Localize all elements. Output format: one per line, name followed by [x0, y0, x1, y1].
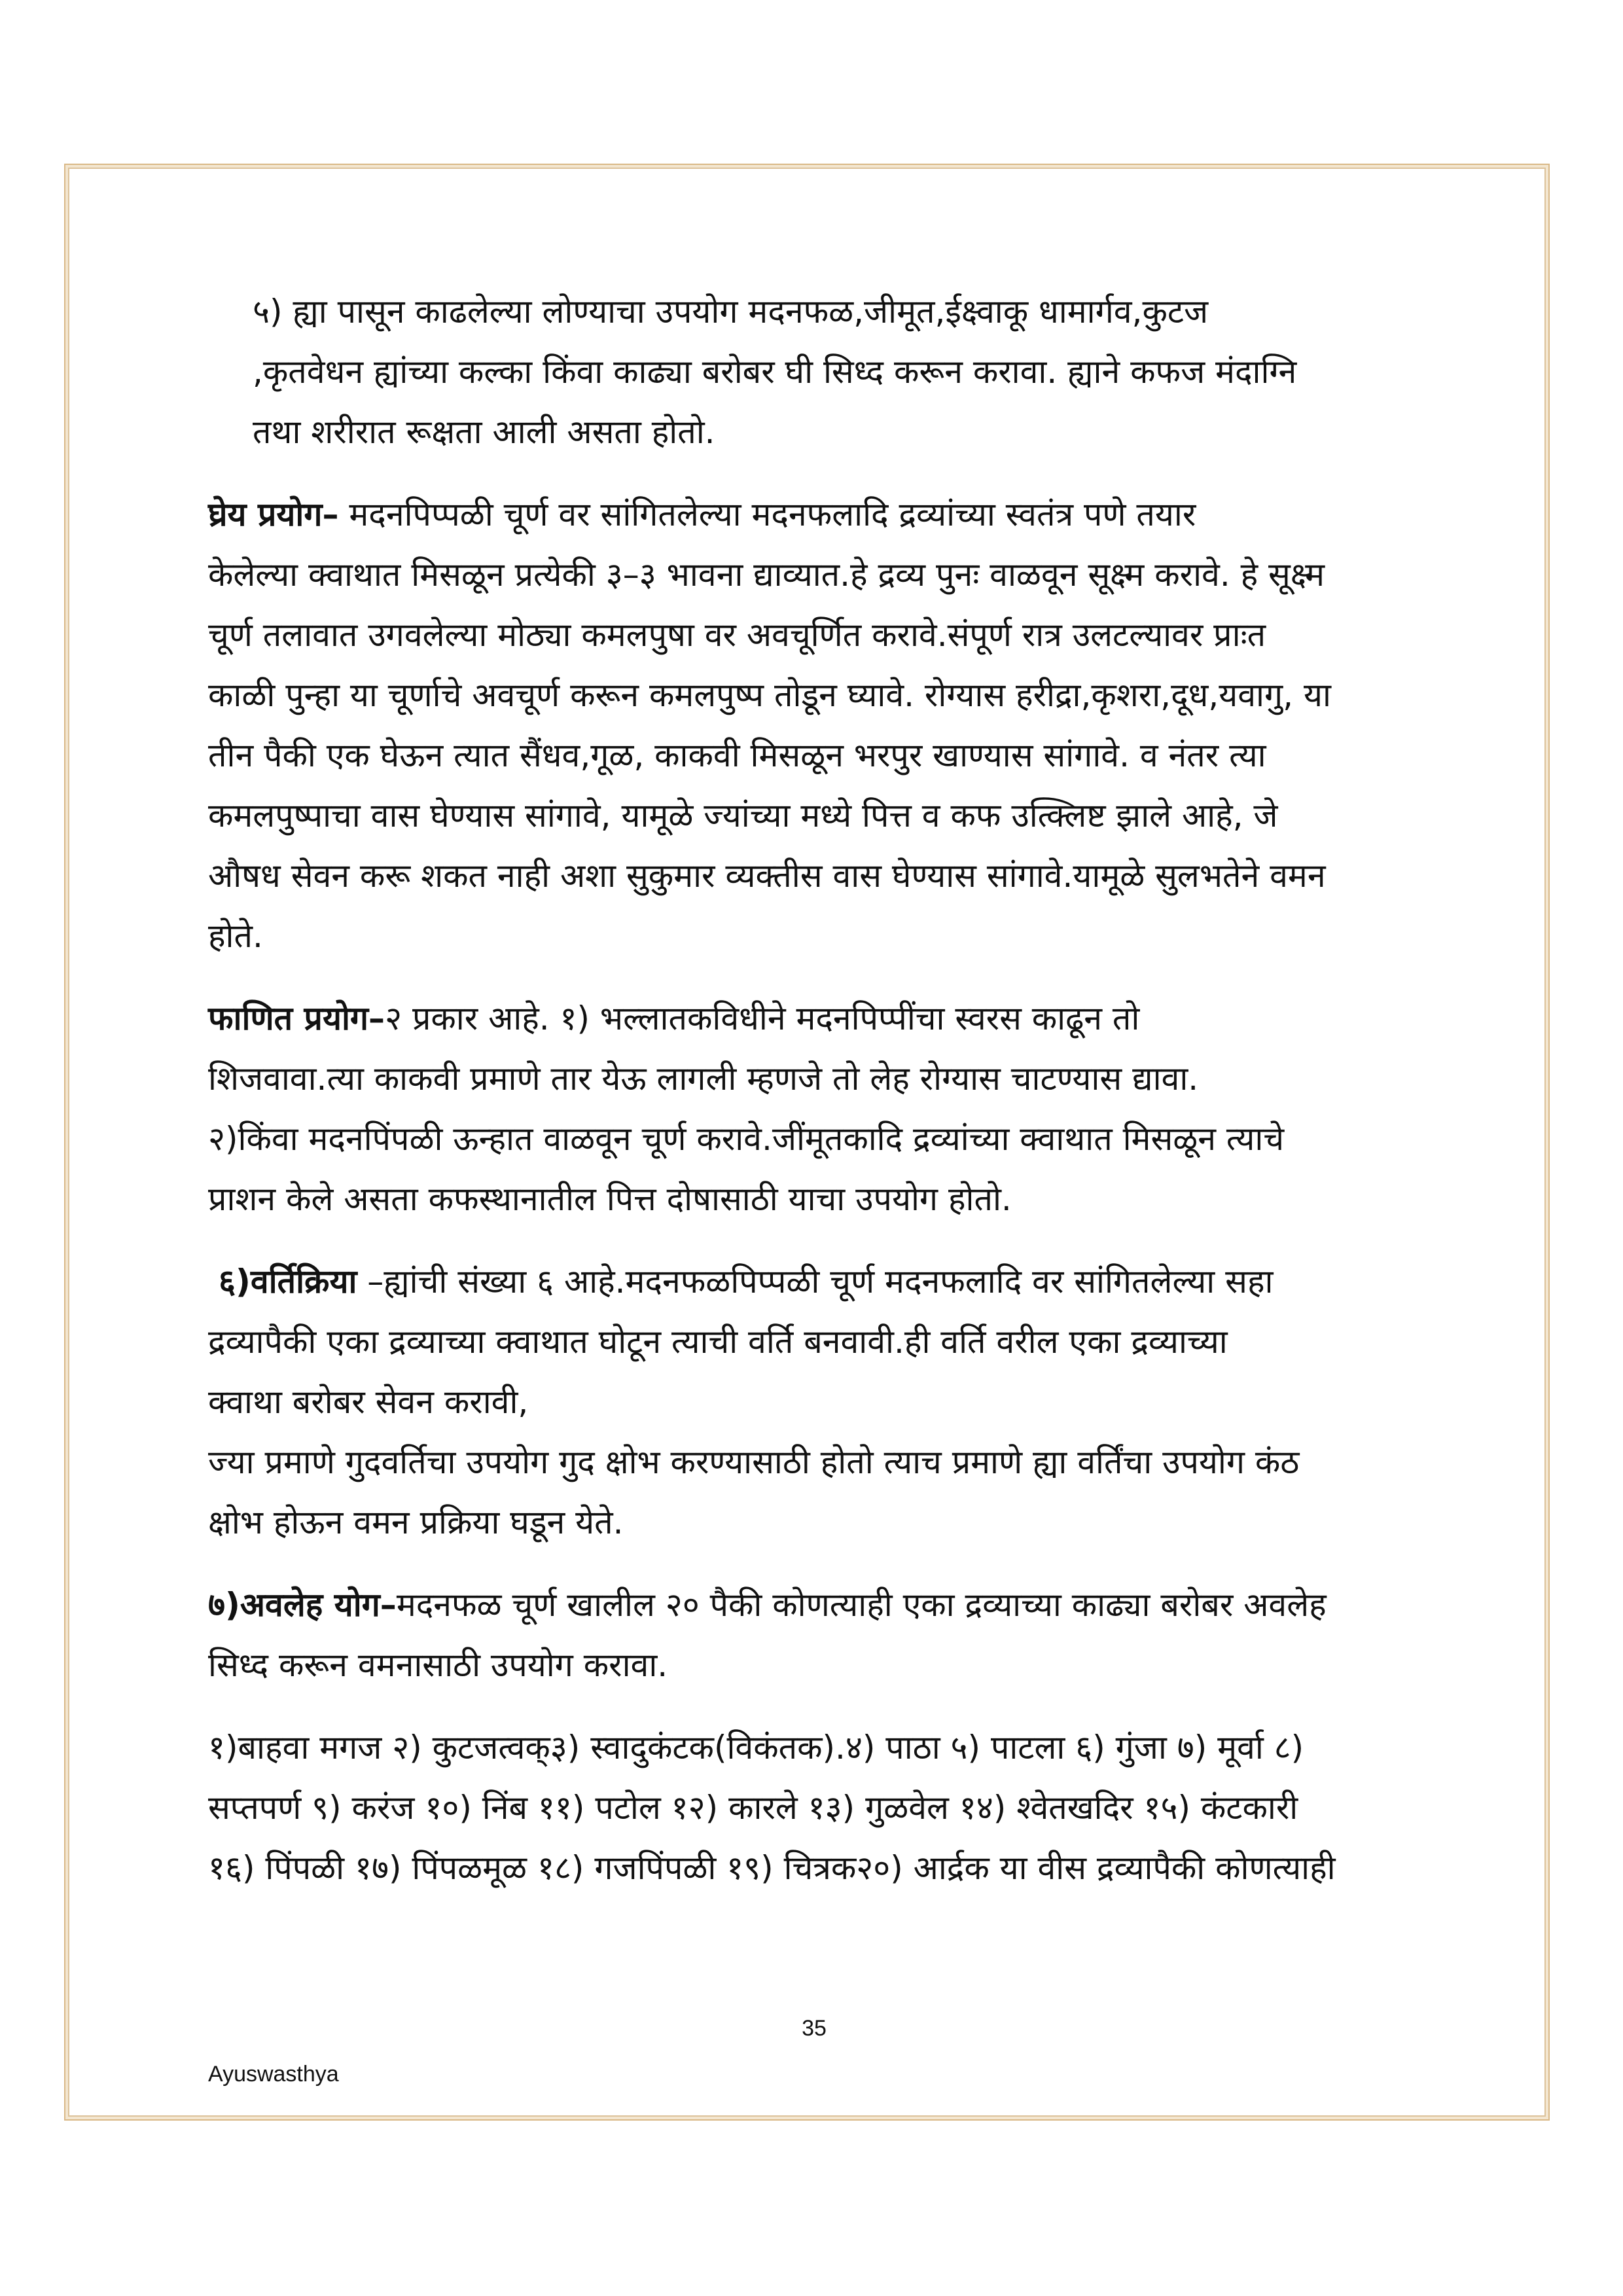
footer-publication-name: Ayuswasthya — [208, 2062, 339, 2087]
text-line — [208, 988, 1452, 1049]
section-heading: घ्रेय प्रयोग– — [208, 495, 339, 533]
text-line: १)बाहवा मगज २) कुटजत्वक्३) स्वादुकंटक(विकंतक).४) पाठा ५) पाटला ६) गुंजा ७) मूर्वा ८) — [208, 1729, 1304, 1767]
text-line: प्राशन केले असता कफस्थानातील पित्त दोषासाठी याचा उपयोग होतो. — [208, 1180, 1012, 1218]
text-line: तथा शरीरात रूक्षता आली असता होतो. — [253, 413, 715, 451]
text-line: काळी पुन्हा या चूर्णाचे अवचूर्ण करून कमलपुष्प तोडून घ्यावे. रोग्यास हरीद्रा,कृशरा,दूध,यवागु, या — [208, 676, 1331, 714]
text-line — [208, 1575, 1452, 1635]
text-line: ,कृतवेधन ह्यांच्या कल्का किंवा काढ्या बरोबर घी सिध्द करून करावा. ह्याने कफज मंदाग्नि — [253, 353, 1297, 391]
text-line: केलेल्या क्वाथात मिसळून प्रत्येकी ३–३ भावना द्याव्यात.हे द्रव्य पुनः वाळवून सूक्ष्म करावे. हे सूक्ष्म — [208, 556, 1325, 594]
text-line: औषध सेवन करू शकत नाही अशा सुकुमार व्यक्तीस वास घेण्यास सांगावे.यामूळे सुलभतेने वमन — [208, 857, 1326, 895]
text-line: क्षोभ होऊन वमन प्रक्रिया घडून येते. — [208, 1503, 624, 1541]
text-line: द्रव्यापैकी एका द्रव्याच्या क्वाथात घोटून त्याची वर्ति बनवावी.ही वर्ति वरील एका द्रव्याच्या — [208, 1323, 1228, 1361]
text-line: २)किंवा मदनपिंपळी ऊन्हात वाळवून चूर्ण करावे.जींमूतकादि द्रव्यांच्या क्वाथात मिसळून त्याचे — [208, 1120, 1285, 1158]
text-line — [208, 1251, 1452, 1312]
text-line: होते. — [208, 917, 263, 955]
section-heading: फाणित प्रयोग– — [208, 999, 385, 1037]
text-line — [208, 484, 1452, 545]
paragraph-vartikriya — [208, 1251, 1452, 1552]
page-number: 35 — [802, 2016, 827, 2041]
text-line: चूर्ण तलावात उगवलेल्या मोठ्या कमलपुषा वर अवचूर्णित करावे.संपूर्ण रात्र उलटल्यावर प्राःत — [208, 616, 1266, 654]
text-line: शिजवावा.त्या काकवी प्रमाणे तार येऊ लागली म्हणजे तो लेह रोग्यास चाटण्यास द्यावा. — [208, 1060, 1199, 1098]
paragraph-avaleha-yog — [208, 1575, 1452, 1695]
text-line: ५) ह्या पासून काढलेल्या लोण्याचा उपयोग मदनफळ,जीमूत,ईक्ष्वाकू धामार्गव,कुटज — [253, 293, 1209, 331]
text-line: कमलपुष्पाचा वास घेण्यास सांगावे, यामूळे ज्यांच्या मध्ये पित्त व कफ उत्क्लिष्ट झाले आहे, जे — [208, 797, 1278, 834]
text-line: तीन पैकी एक घेऊन त्यात सैंधव,गूळ, काकवी मिसळून भरपुर खाण्यास सांगावे. व नंतर त्या — [208, 736, 1266, 774]
text-line: क्वाथा बरोबर सेवन करावी, — [208, 1383, 529, 1421]
text-line: सप्तपर्ण ९) करंज १०) निंब ११) पटोल १२) कारले १३) गुळवेल १४) श्वेतखदिर १५) कंटकारी — [208, 1789, 1298, 1827]
text-span: मदनपिप्पळी चूर्ण वर सांगितलेल्या मदनफलादि द्रव्यांच्या स्वतंत्र पणे तयार — [338, 495, 1196, 533]
document-body — [208, 281, 1452, 1920]
text-line: ज्या प्रमाणे गुदवर्तिचा उपयोग गुद क्षोभ करण्यासाठी होतो त्याच प्रमाणे ह्या वर्तिंचा उपयोग कंठ — [208, 1443, 1300, 1481]
paragraph-phanit-prayog — [208, 988, 1452, 1229]
paragraph-dravya-list — [208, 1717, 1452, 1898]
text-span: –ह्यांची संख्या ६ आहे.मदनफळपिप्पळी चूर्ण मदनफलादि वर सांगितलेल्या सहा — [357, 1263, 1274, 1300]
section-heading: ७)अवलेह योग– — [208, 1586, 397, 1624]
paragraph-lonya-prayog — [208, 281, 1452, 462]
text-span: मदनफळ चूर्ण खालील २० पैकी कोणत्याही एका द्रव्याच्या काढ्या बरोबर अवलेह — [396, 1586, 1327, 1624]
text-line: सिध्द करून वमनासाठी उपयोग करावा. — [208, 1646, 668, 1684]
text-line: १६) पिंपळी १७) पिंपळमूळ १८) गजपिंपळी १९) चित्रक२०) आर्द्रक या वीस द्रव्यापैकी कोणत्याही — [208, 1849, 1336, 1887]
section-heading: ६)वर्तिक्रिया — [219, 1263, 357, 1300]
text-span: २ प्रकार आहे. १) भल्लातकविधीने मदनपिप्पींचा स्वरस काढून तो — [385, 999, 1140, 1037]
paragraph-ghreya-prayog — [208, 484, 1452, 966]
